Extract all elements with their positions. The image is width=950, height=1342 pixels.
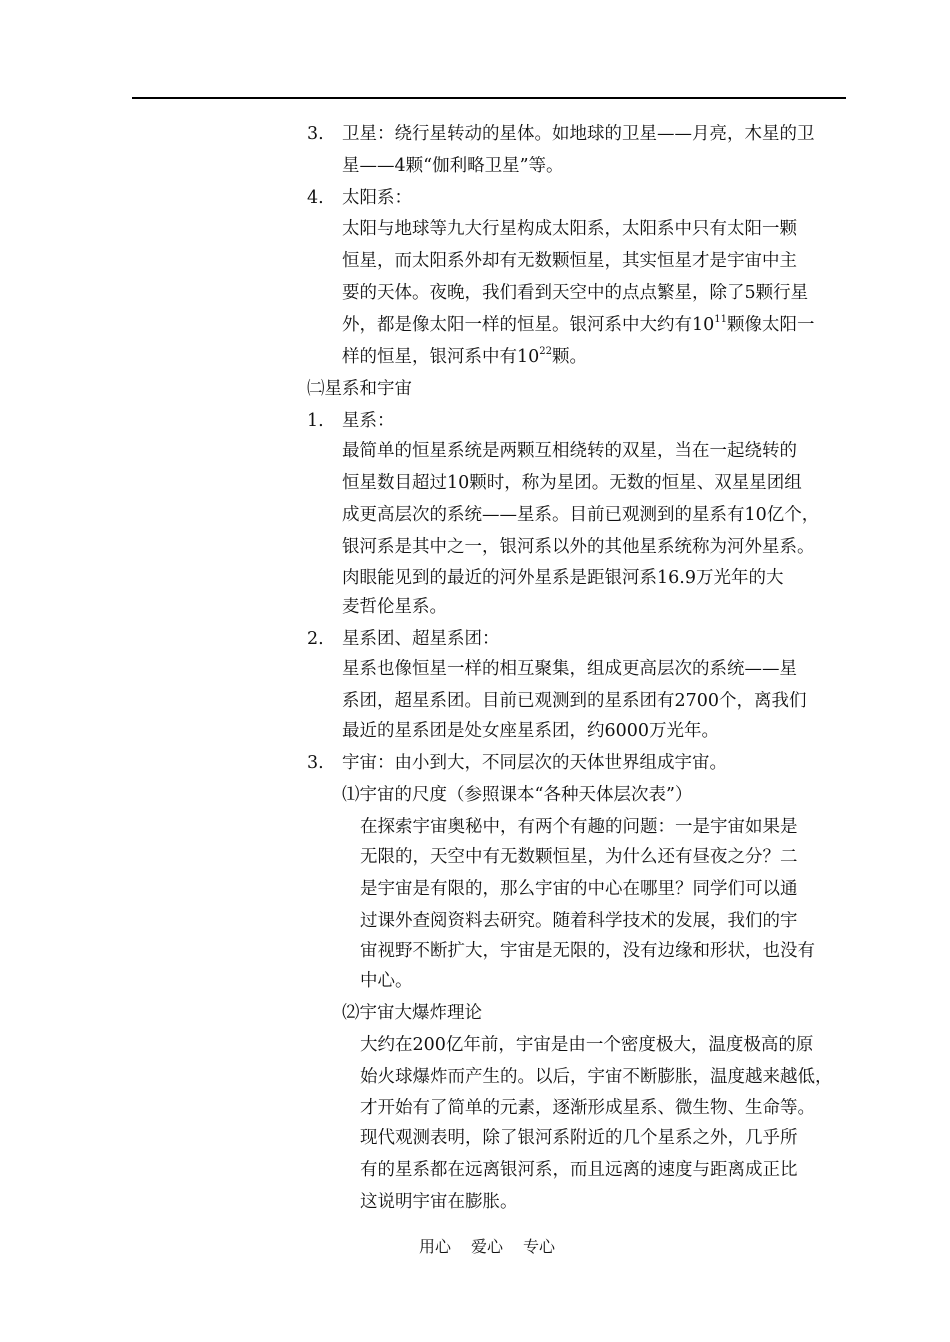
paragraph-line: 现代观测表明，除了银河系附近的几个星系之外，几乎所 <box>360 1128 798 1148</box>
subsection-title: ⑴宇宙的尺度（参照课本“各种天体层次表”） <box>342 785 693 805</box>
item-number: 1. <box>307 411 324 431</box>
paragraph-line <box>342 346 588 367</box>
item-number: 2. <box>307 629 324 649</box>
item-number: 4. <box>307 188 324 208</box>
paragraph-line: 这说明宇宙在膨胀。 <box>360 1192 518 1212</box>
paragraph-line: 银河系是其中之一，银河系以外的其他星系统称为河外星系。 <box>342 537 815 557</box>
subsection-title: ⑵宇宙大爆炸理论 <box>342 1003 482 1023</box>
item-title: 太阳系： <box>342 188 412 208</box>
text-part: 颗。 <box>552 347 588 367</box>
footer-word: 爱心 <box>471 1237 504 1256</box>
text-part: 外，都是像太阳一样的恒星。银河系中大约有10 <box>342 315 715 335</box>
paragraph-line: 才开始有了简单的元素，逐渐形成星系、微生物、生命等。 <box>360 1098 815 1118</box>
text-part: 颗像太阳一 <box>727 315 815 335</box>
item-number: 3. <box>307 753 324 773</box>
paragraph-line: 无限的，天空中有无数颗恒星，为什么还有昼夜之分？二 <box>360 847 798 867</box>
item-text: 星——4颗“伽利略卫星”等。 <box>342 156 564 176</box>
paragraph-line: 在探索宇宙奥秘中，有两个有趣的问题：一是宇宙如果是 <box>360 817 798 837</box>
item-number: 3. <box>307 124 324 144</box>
paragraph-line: 麦哲伦星系。 <box>342 597 447 617</box>
item-title: 宇宙：由小到大，不同层次的天体世界组成宇宙。 <box>342 753 727 773</box>
paragraph-line: 系团，超星系团。目前已观测到的星系团有2700个，离我们 <box>342 691 807 711</box>
paragraph-line: 恒星数目超过10颗时，称为星团。无数的恒星、双星星团组 <box>342 473 802 493</box>
paragraph-line: 大约在200亿年前，宇宙是由一个密度极大，温度极高的原 <box>360 1035 814 1055</box>
paragraph-line: 太阳与地球等九大行星构成太阳系，太阳系中只有太阳一颗 <box>342 219 797 239</box>
paragraph-line: 恒星，而太阳系外却有无数颗恒星，其实恒星才是宇宙中主 <box>342 251 797 271</box>
header-rule <box>132 97 846 99</box>
superscript: 22 <box>539 346 553 357</box>
superscript: 11 <box>714 314 728 325</box>
paragraph-line: 过课外查阅资料去研究。随着科学技术的发展，我们的宇 <box>360 911 798 931</box>
paragraph-line: 最简单的恒星系统是两颗互相绕转的双星，当在一起绕转的 <box>342 441 797 461</box>
paragraph-line: 始火球爆炸而产生的。以后，宇宙不断膨胀，温度越来越低， <box>360 1067 833 1087</box>
paragraph-line: 肉眼能见到的最近的河外星系是距银河系16.9万光年的大 <box>342 568 784 588</box>
paragraph-line: 最近的星系团是处女座星系团，约6000万光年。 <box>342 721 720 741</box>
paragraph-line: 成更高层次的系统——星系。目前已观测到的星系有10亿个， <box>342 505 820 525</box>
item-text: 卫星：绕行星转动的星体。如地球的卫星——月亮，木星的卫 <box>342 124 815 144</box>
item-title: 星系： <box>342 411 395 431</box>
footer-word: 专心 <box>523 1237 556 1256</box>
text-part: 样的恒星，银河系中有10 <box>342 347 540 367</box>
paragraph-line: 是宇宙是有限的，那么宇宙的中心在哪里？同学们可以通 <box>360 879 798 899</box>
section-heading: ㈡星系和宇宙 <box>307 379 412 399</box>
paragraph-line: 宙视野不断扩大，宇宙是无限的，没有边缘和形状，也没有 <box>360 941 815 961</box>
footer-word: 用心 <box>419 1237 452 1256</box>
item-title: 星系团、超星系团： <box>342 629 500 649</box>
paragraph-line: 中心。 <box>360 971 413 991</box>
paragraph-line: 要的天体。夜晚，我们看到天空中的点点繁星，除了5颗行星 <box>342 283 809 303</box>
paragraph-line <box>342 314 815 335</box>
paragraph-line: 有的星系都在远离银河系，而且远离的速度与距离成正比 <box>360 1160 798 1180</box>
paragraph-line: 星系也像恒星一样的相互聚集，组成更高层次的系统——星 <box>342 659 797 679</box>
